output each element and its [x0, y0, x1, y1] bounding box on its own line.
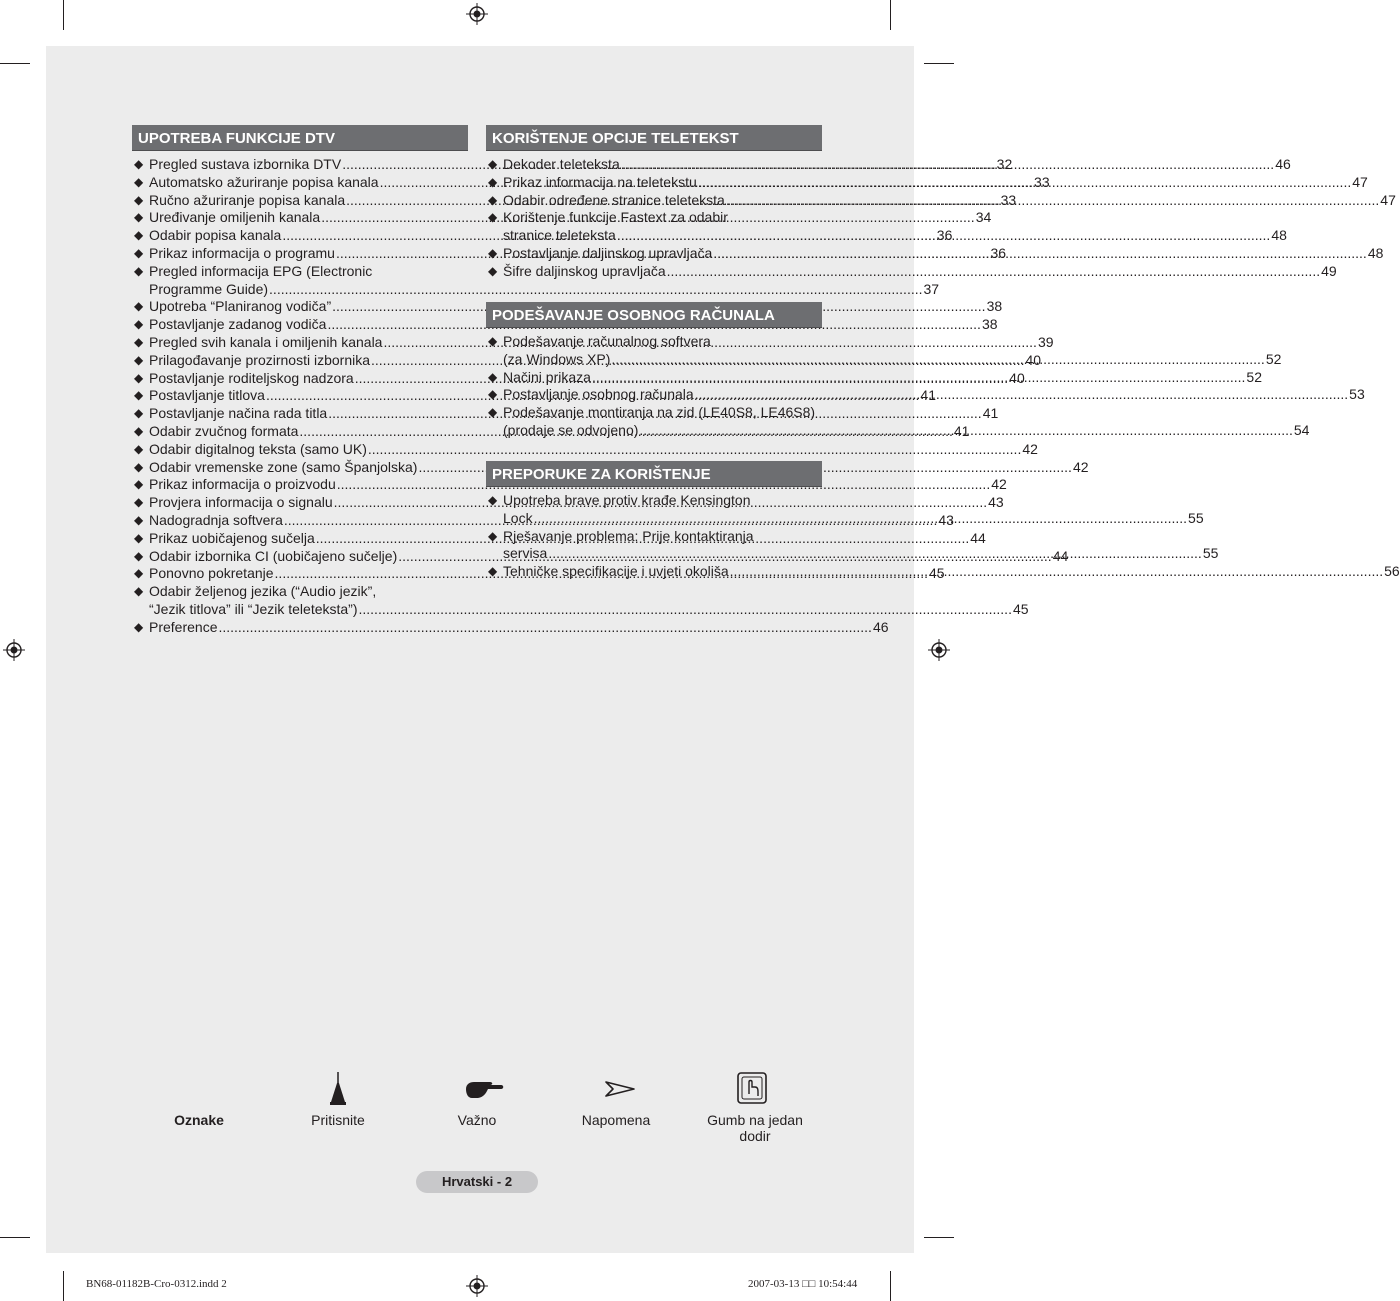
toc-entry-title: Šifre daljinskog upravljača	[503, 262, 666, 279]
toc-page-number: 42	[991, 476, 1007, 493]
toc-entry[interactable]	[132, 583, 1029, 619]
dot-leader	[368, 441, 1021, 459]
toc-entry-title: Odabir željenog jezika (“Audio jezik”,	[149, 583, 377, 600]
toc-page-number: 41	[982, 405, 999, 422]
diamond-bullet-icon: ◆	[134, 263, 144, 278]
crop-mark	[890, 1271, 891, 1301]
diamond-bullet-icon: ◆	[134, 174, 144, 189]
toc-entry-title: servisa	[503, 545, 548, 562]
toc-entry-title: Pregled informacija EPG (Electronic	[149, 262, 373, 279]
dot-leader	[534, 510, 1187, 528]
toc-page-number: 46	[872, 618, 889, 635]
diamond-bullet-icon: ◆	[488, 192, 498, 207]
diamond-bullet-icon: ◆	[134, 370, 144, 385]
toc-page-number: 36	[990, 244, 1007, 261]
press-icon	[329, 1072, 347, 1106]
toc-entry-title: Postavljanje daljinskog upravljača	[503, 244, 713, 261]
toc-page-number: 42	[1072, 458, 1089, 475]
toc-page-number: 38	[986, 298, 1003, 315]
toc-page-number: 43	[938, 511, 954, 528]
note-arrow-icon	[605, 1081, 635, 1097]
toc-page-number: 56	[1384, 563, 1400, 580]
toc-entry-title: Odabir zvučnog formata	[149, 422, 299, 439]
toc-entry-title: Provjera informacija o signalu	[149, 494, 333, 511]
print-slug-file: BN68-01182B-Cro-0312.indd 2	[86, 1278, 227, 1290]
toc-entry-title: Podešavanje računalnog softvera	[503, 333, 711, 349]
legend-label: Pritisnite	[311, 1112, 365, 1128]
crop-mark	[0, 63, 30, 64]
important-hand-icon	[464, 1079, 504, 1101]
toc-page-number: 48	[1367, 244, 1384, 261]
diamond-bullet-icon: ◆	[134, 495, 144, 510]
diamond-bullet-icon: ◆	[134, 512, 144, 527]
registration-mark-icon	[3, 639, 25, 661]
crop-mark	[0, 1237, 30, 1238]
diamond-bullet-icon: ◆	[134, 192, 144, 207]
section-title: PODEŠAVANJE OSOBNOG RAČUNALA	[486, 302, 822, 328]
diamond-bullet-icon: ◆	[134, 157, 144, 171]
diamond-bullet-icon: ◆	[488, 564, 498, 579]
crop-mark	[63, 1271, 64, 1301]
one-touch-button-icon	[737, 1072, 767, 1104]
toc-entry-title: Uređivanje omiljenih kanala	[149, 209, 321, 226]
dot-leader	[639, 422, 1292, 440]
toc-entry[interactable]	[486, 262, 1337, 281]
toc-entry-title: Nadogradnja softvera	[149, 511, 283, 528]
toc-entry-title: Prikaz uobičajenog sučelja	[149, 529, 315, 546]
registration-mark-icon	[928, 639, 950, 661]
diamond-bullet-icon: ◆	[134, 441, 144, 456]
crop-mark	[924, 63, 954, 64]
section-title: UPOTREBA FUNKCIJE DTV	[132, 125, 468, 151]
diamond-bullet-icon: ◆	[134, 584, 144, 599]
toc-entry-title: Prikaz informacija o programu	[149, 244, 335, 261]
section-title: KORIŠTENJE OPCIJE TELETEKST	[486, 125, 822, 151]
diamond-bullet-icon: ◆	[488, 405, 498, 420]
toc-page-number: 41	[953, 422, 970, 439]
legend-title: Oznake	[174, 1112, 224, 1128]
diamond-bullet-icon: ◆	[134, 459, 144, 474]
toc-entry-title: Ručno ažuriranje popisa kanala	[149, 191, 346, 208]
diamond-bullet-icon: ◆	[488, 157, 498, 171]
toc-entry-title: Odabir određene stranice teleteksta	[503, 191, 725, 208]
toc-entry-title: Automatsko ažuriranje popisa kanala	[149, 173, 379, 190]
toc-page-number: 42	[1022, 440, 1038, 457]
legend-label: Gumb na jedan dodir	[707, 1112, 803, 1144]
diamond-bullet-icon: ◆	[134, 406, 144, 421]
toc-entry-title: Pregled svih kanala i omiljenih kanala	[149, 333, 383, 350]
toc-page-number: 40	[1025, 351, 1042, 368]
toc-entry-title: Rješavanje problema: Prije kontaktiranja	[503, 527, 754, 544]
dot-leader	[621, 156, 1274, 174]
toc-entry-title: (prodaje se odvojeno)	[503, 421, 639, 438]
diamond-bullet-icon: ◆	[488, 493, 498, 507]
print-slug-date: 2007-03-13 □□ 10:54:44	[748, 1278, 858, 1290]
section-title: PREPORUKE ZA KORIŠTENJE	[486, 461, 822, 487]
toc-entry-title: Upotreba “Planiranog vodiča”	[149, 298, 332, 315]
page-number-label: Hrvatski - 2	[416, 1171, 538, 1193]
toc-entry-title: Dekoder teleteksta	[503, 156, 620, 172]
toc-entry-title: Programme Guide)	[149, 280, 269, 297]
toc-entry-title: Postavljanje titlova	[149, 387, 265, 404]
toc-entry-title: Prilagođavanje prozirnosti izbornika	[149, 351, 371, 368]
registration-mark-icon	[466, 3, 488, 25]
dot-leader	[667, 263, 1320, 281]
toc-page-number: 45	[929, 565, 945, 582]
toc-page-number: 33	[1000, 191, 1017, 208]
toc-entry-title: (za Windows XP)	[503, 350, 611, 367]
diamond-bullet-icon: ◆	[488, 174, 498, 189]
toc-page-number: 52	[1265, 350, 1282, 367]
toc-entry-title: Preference	[149, 618, 218, 635]
dot-leader	[548, 545, 1201, 563]
toc-page-number: 33	[1034, 173, 1050, 190]
toc-entry[interactable]	[132, 476, 1007, 494]
toc-entry[interactable]	[132, 316, 998, 334]
toc-entry[interactable]	[132, 440, 1038, 459]
diamond-bullet-icon: ◆	[488, 245, 498, 260]
toc-page-number: 54	[1293, 421, 1310, 438]
diamond-bullet-icon: ◆	[134, 530, 144, 545]
diamond-bullet-icon: ◆	[134, 388, 144, 403]
toc-page-number: 34	[975, 209, 992, 226]
dot-leader	[592, 369, 1245, 387]
toc-entry-title: Korištenje funkcije Fastext za odabir	[503, 209, 728, 226]
toc-entry-title: stranice teleteksta	[503, 227, 616, 244]
toc-page-number: 52	[1246, 368, 1262, 385]
toc-page-number: 38	[981, 316, 998, 333]
toc-entry-title: Lock	[503, 509, 533, 526]
toc-page-number: 43	[988, 494, 1004, 511]
toc-page-number: 37	[923, 280, 940, 297]
dot-leader	[218, 619, 871, 637]
dot-leader	[695, 386, 1348, 404]
diamond-bullet-icon: ◆	[488, 334, 498, 348]
crop-mark	[63, 0, 64, 30]
diamond-bullet-icon: ◆	[134, 619, 144, 634]
registration-mark-icon	[466, 1275, 488, 1297]
toc-entry-title: Načini prikaza	[503, 368, 591, 385]
toc-page-number: 46	[1275, 156, 1291, 172]
diamond-bullet-icon: ◆	[134, 210, 144, 225]
toc-page-number: 44	[1052, 547, 1069, 564]
diamond-bullet-icon: ◆	[488, 387, 498, 402]
dot-leader	[359, 601, 1012, 619]
dot-leader	[617, 227, 1270, 245]
diamond-bullet-icon: ◆	[134, 317, 144, 332]
legend-label: Važno	[457, 1112, 497, 1128]
diamond-bullet-icon: ◆	[488, 369, 498, 384]
diamond-bullet-icon: ◆	[134, 423, 144, 438]
toc-page-number: 47	[1380, 191, 1396, 208]
toc-page-number: 36	[936, 227, 953, 244]
toc-entry-title: Odabir vremenske zone (samo Španjolska)	[149, 458, 418, 475]
toc-page-number: 32	[996, 156, 1013, 172]
toc-page-number: 39	[1037, 333, 1054, 350]
toc-entry-title: Odabir izbornika CI (uobičajeno sučelje)	[149, 547, 398, 564]
toc-entry-title: Podešavanje montiranja na zid (LE40S8, LE46S8)	[503, 404, 816, 421]
toc-entry-title: Postavljanje osobnog računala	[503, 386, 694, 403]
toc-entry-title: Postavljanje zadanog vodiča	[149, 316, 327, 333]
legend-label: Napomena	[581, 1112, 651, 1128]
diamond-bullet-icon: ◆	[134, 566, 144, 581]
diamond-bullet-icon: ◆	[488, 528, 498, 543]
toc-entry-title: Postavljanje načina rada titla	[149, 405, 328, 422]
toc-page-number: 47	[1352, 173, 1368, 190]
diamond-bullet-icon: ◆	[134, 299, 144, 314]
diamond-bullet-icon: ◆	[134, 245, 144, 260]
diamond-bullet-icon: ◆	[488, 210, 498, 225]
diamond-bullet-icon: ◆	[134, 352, 144, 367]
diamond-bullet-icon: ◆	[488, 263, 498, 278]
toc-page-number: 48	[1271, 227, 1287, 244]
toc-entry-title: Odabir popisa kanala	[149, 227, 282, 244]
toc-page-number: 40	[1009, 369, 1025, 386]
crop-mark	[924, 1237, 954, 1238]
toc-entry-title: Prikaz informacija na teletekstu	[503, 173, 697, 190]
toc-entry-title: Postavljanje roditeljskog nadzora	[149, 369, 354, 386]
toc-page-number: 53	[1349, 386, 1365, 403]
diamond-bullet-icon: ◆	[134, 334, 144, 349]
toc-page-number: 55	[1188, 509, 1204, 526]
diamond-bullet-icon: ◆	[134, 548, 144, 563]
toc-page-number: 49	[1321, 262, 1337, 279]
toc-entry-title: Odabir digitalnog teksta (samo UK)	[149, 440, 367, 457]
toc-entry-title: Tehničke specifikacije i uvjeti okoliša	[503, 563, 729, 580]
dot-leader	[269, 281, 922, 299]
diamond-bullet-icon: ◆	[134, 477, 144, 492]
dot-leader	[713, 245, 1366, 263]
toc-page-number: 45	[1012, 600, 1029, 617]
toc-page-number: 44	[970, 529, 986, 546]
dot-leader	[698, 174, 1351, 192]
toc-entry-title: Prikaz informacija o proizvodu	[149, 476, 336, 493]
toc-entry[interactable]	[132, 618, 889, 637]
diamond-bullet-icon: ◆	[134, 228, 144, 243]
toc-page-number: 41	[920, 387, 936, 404]
crop-mark	[890, 0, 891, 30]
toc-page-number: 55	[1202, 545, 1219, 562]
toc-entry-title: Pregled sustava izbornika DTV	[149, 156, 342, 172]
toc-entry-title: Upotreba brave protiv krađe Kensington	[503, 492, 751, 508]
dot-leader	[730, 563, 1383, 581]
dot-leader	[726, 192, 1379, 210]
dot-leader	[611, 351, 1264, 369]
toc-entry-title: Ponovno pokretanje	[149, 565, 274, 582]
toc-entry-title: “Jezik titlova” ili “Jezik teleteksta”)	[149, 600, 358, 617]
